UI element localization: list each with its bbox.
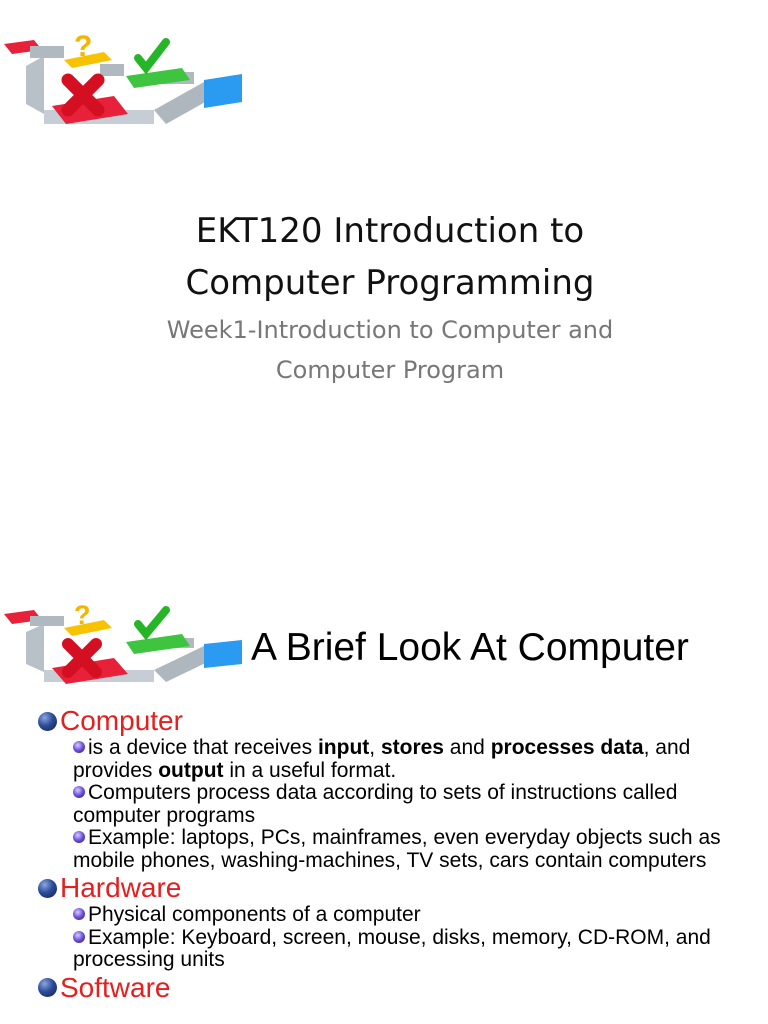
- bullet-list: [38, 705, 728, 1004]
- slide-title: [0, 205, 768, 309]
- slide-subtitle: [0, 310, 768, 390]
- sphere-bullet-icon: [38, 712, 57, 731]
- section-heading: Software: [60, 971, 171, 1003]
- section-software: [38, 972, 728, 1004]
- slide-title: A Brief Look At Computer: [251, 626, 689, 669]
- slide-title-line-1: EKT120 Introduction to: [195, 211, 585, 251]
- slide-subtitle-line-2: Computer Program: [275, 356, 505, 384]
- section-hardware: [38, 872, 728, 904]
- sphere-bullet-icon: [38, 879, 57, 898]
- section-heading: Computer: [60, 705, 183, 736]
- list-item: Example: laptops, PCs, mainframes, even everyday objects such as mobile phones, washing-machines, TV sets, cars contain computers: [73, 826, 721, 872]
- list-item: is a device that receives input, stores and processes data, and provides output in a useful format.: [73, 736, 691, 782]
- list-item: Physical components of a computer: [73, 904, 728, 927]
- sphere-bullet-icon: [73, 831, 85, 843]
- svg-text:?: ?: [74, 30, 93, 63]
- slide-subtitle-line-1: Week1-Introduction to Computer and: [166, 316, 614, 344]
- flowchart-logo-icon: [4, 30, 248, 180]
- list-item: Computers process data according to sets of instructions called computer programs: [73, 781, 678, 827]
- sphere-bullet-icon: [38, 978, 57, 997]
- section-computer: [38, 705, 728, 737]
- sphere-bullet-icon: [73, 786, 85, 798]
- sphere-bullet-icon: [73, 931, 85, 943]
- svg-text:?: ?: [74, 600, 91, 630]
- slide-title-line-2: Computer Programming: [185, 263, 595, 303]
- flowchart-logo-icon: [4, 600, 248, 710]
- sphere-bullet-icon: [73, 741, 85, 753]
- section-heading: Hardware: [60, 872, 182, 903]
- list-item: Example: Keyboard, screen, mouse, disks, memory, CD-ROM, and processing units: [73, 925, 711, 971]
- sphere-bullet-icon: [73, 908, 85, 920]
